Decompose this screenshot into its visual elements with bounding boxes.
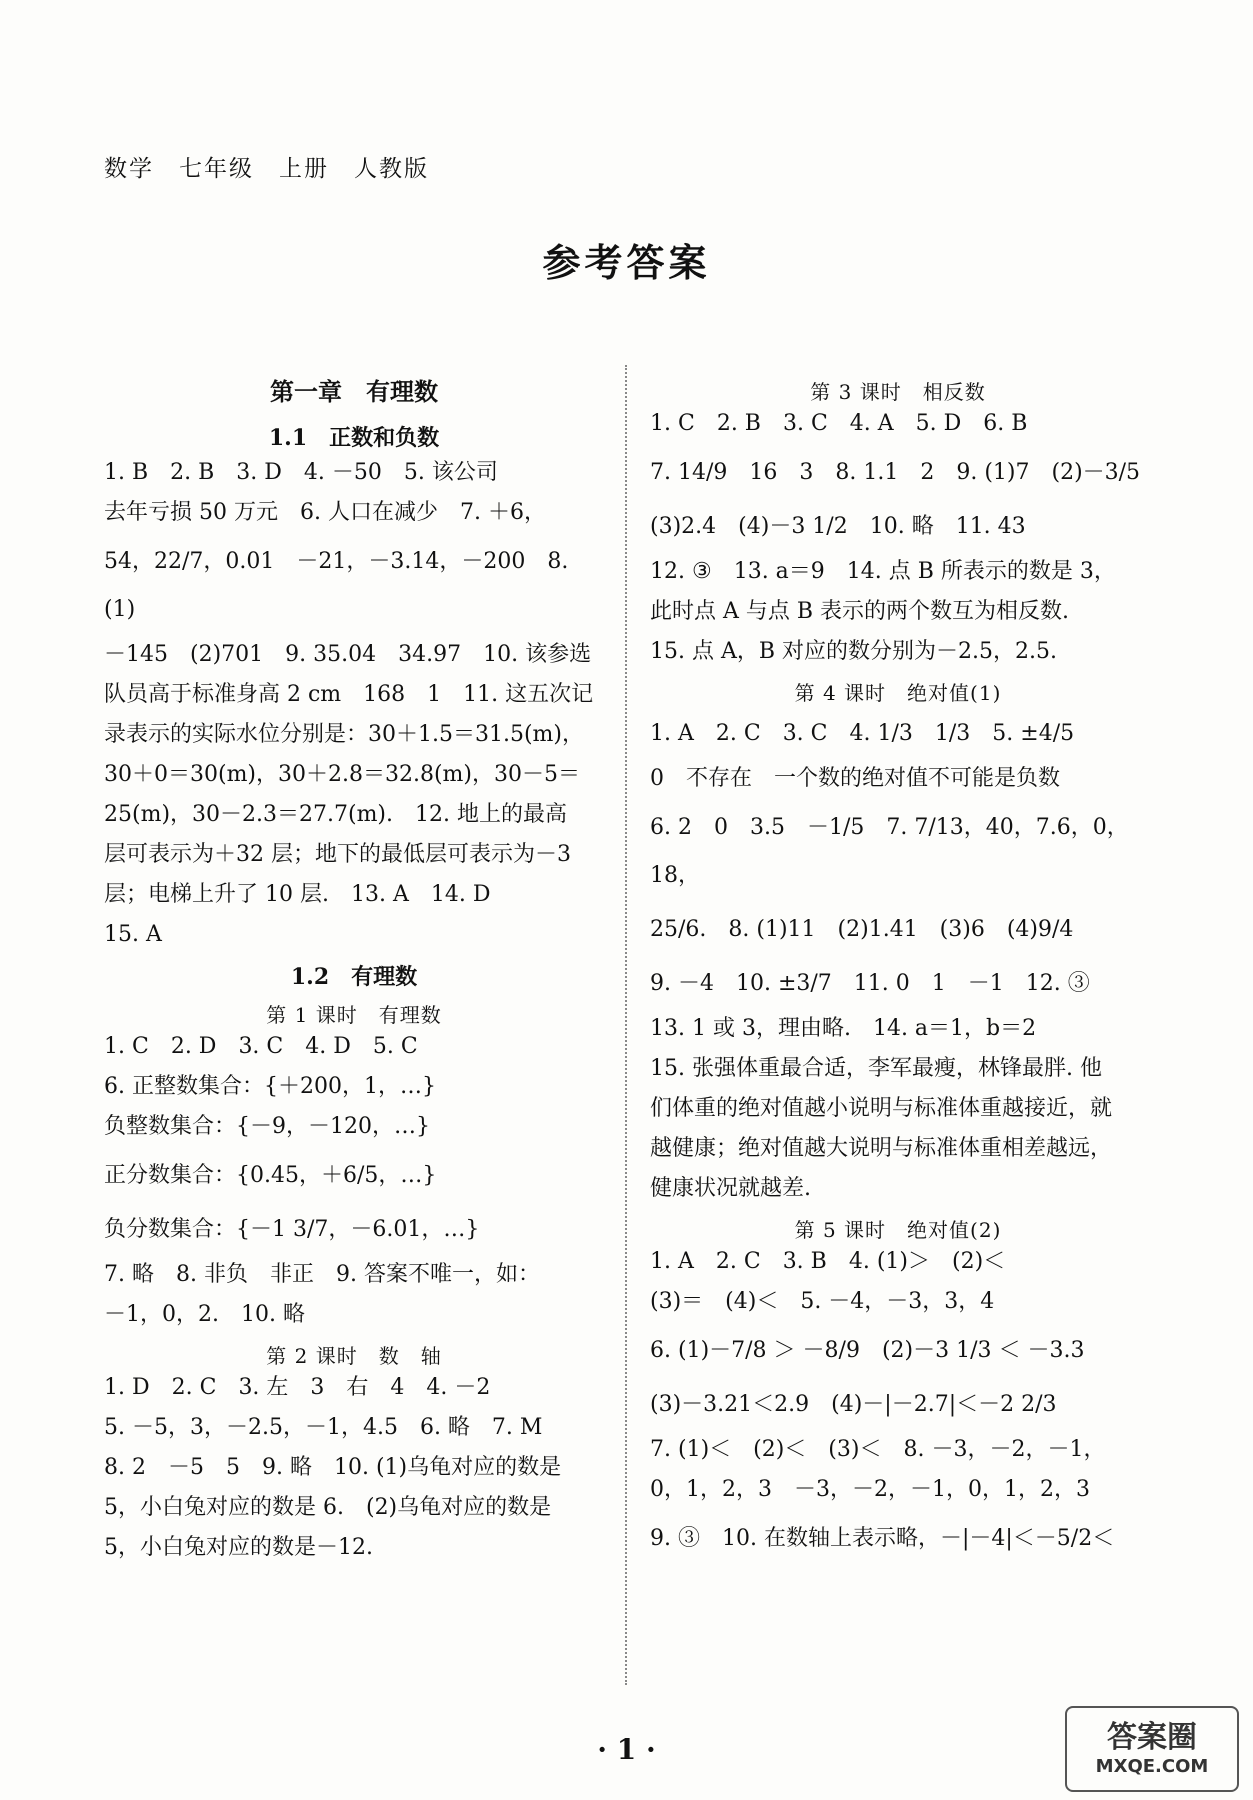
watermark-url: MXQE.COM bbox=[1095, 1756, 1209, 1777]
answer-line: 15. 张强体重最合适，李军最瘦，林锋最胖. 他 bbox=[650, 1056, 1102, 1081]
watermark-logo bbox=[1065, 1706, 1239, 1792]
answer-line: 队员高于标准身高 2 cm 168 1 11. 这五次记 bbox=[104, 682, 594, 707]
answer-line: 7. 略 8. 非负 非正 9. 答案不唯一，如： bbox=[104, 1262, 540, 1287]
watermark-text: 答案圈 bbox=[1107, 1720, 1197, 1755]
answer-line: (3)2.4 (4)－3 1/2 10. 略 11. 43 bbox=[650, 514, 1026, 539]
answer-line: 健康状况就越差. bbox=[650, 1176, 811, 1201]
answer-line: 5. －5，3，－2.5，－1，4.5 6. 略 7. M bbox=[104, 1415, 543, 1440]
answer-line: 去年亏损 50 万元 6. 人口在减少 7. ＋6， bbox=[104, 500, 546, 525]
column-divider bbox=[625, 365, 627, 1685]
answer-line: 1. D 2. C 3. 左 3 右 4 4. －2 bbox=[104, 1375, 491, 1400]
answer-line: 6. 正整数集合：{＋200，1，…} bbox=[104, 1074, 436, 1099]
answer-line: 8. 2 －5 5 9. 略 10. (1)乌龟对应的数是 bbox=[104, 1455, 562, 1480]
answer-line: 0 不存在 一个数的绝对值不可能是负数 bbox=[650, 766, 1060, 791]
answer-line: 9. ③ 10. 在数轴上表示略，－|－4|＜－5/2＜ bbox=[650, 1526, 1115, 1551]
page-title: 参考答案 bbox=[542, 240, 711, 285]
answer-line: 1. A 2. C 3. B 4. (1)＞ (2)＜ bbox=[650, 1249, 1006, 1274]
answer-line: 15. A bbox=[104, 922, 162, 947]
answer-line: 6. (1)－7/8 ＞ －8/9 (2)－3 1/3 ＜ －3.3 bbox=[650, 1338, 1085, 1363]
answer-line: 12. ③ 13. a＝9 14. 点 B 所表示的数是 3， bbox=[650, 559, 1116, 584]
answer-line: 正分数集合：{0.45，＋6/5，…} bbox=[104, 1163, 437, 1188]
answer-line: (3)＝ (4)＜ 5. －4，－3，3，4 bbox=[650, 1289, 995, 1314]
right-column bbox=[650, 368, 1146, 1569]
answer-line: 54，22/7，0.01 －21，－3.14，－200 8. (1) bbox=[104, 549, 576, 622]
answer-line: 13. 1 或 3，理由略. 14. a＝1，b＝2 bbox=[650, 1016, 1037, 1041]
lesson-heading-2: 第 2 课时 数 轴 bbox=[266, 1344, 442, 1368]
lesson-heading-3: 第 3 课时 相反数 bbox=[810, 380, 986, 404]
answer-line: 1. C 2. D 3. C 4. D 5. C bbox=[104, 1034, 418, 1059]
answer-line: 越健康；绝对值越大说明与标准体重相差越远， bbox=[650, 1136, 1113, 1161]
lesson-heading-1: 第 1 课时 有理数 bbox=[266, 1003, 442, 1027]
answer-line: 5，小白兔对应的数是 6. (2)乌龟对应的数是 bbox=[104, 1495, 552, 1520]
answer-line: 7. (1)＜ (2)＜ (3)＜ 8. －3，－2，－1， bbox=[650, 1437, 1106, 1462]
answer-line: 1. B 2. B 3. D 4. －50 5. 该公司 bbox=[104, 460, 498, 485]
section-heading-1-2: 1.2 有理数 bbox=[290, 964, 418, 990]
page-number: · 1 · bbox=[597, 1733, 656, 1766]
chapter-heading: 第一章 有理数 bbox=[270, 377, 438, 406]
answer-line: 5，小白兔对应的数是－12. bbox=[104, 1535, 373, 1560]
answer-line: (3)－3.21＜2.9 (4)－|－2.7|＜－2 2/3 bbox=[650, 1392, 1057, 1417]
answer-line: 此时点 A 与点 B 表示的两个数互为相反数. bbox=[650, 599, 1070, 624]
section-1-1-answers bbox=[104, 458, 604, 950]
answer-line: 7. 14/9 16 3 8. 1.1 2 9. (1)7 (2)－3/5 bbox=[650, 460, 1141, 485]
answer-line: 录表示的实际水位分别是：30＋1.5＝31.5(m)， bbox=[104, 722, 584, 747]
lesson-heading-4: 第 4 课时 绝对值(1) bbox=[794, 681, 1002, 705]
answer-line: 15. 点 A，B 对应的数分别为－2.5，2.5. bbox=[650, 639, 1057, 664]
left-column bbox=[104, 368, 604, 1573]
answer-line: 1. C 2. B 3. C 4. A 5. D 6. B bbox=[650, 411, 1028, 436]
answer-line: 层可表示为＋32 层；地下的最低层可表示为－3 bbox=[104, 842, 571, 867]
book-header: 数学 七年级 上册 人教版 bbox=[104, 156, 429, 182]
answer-line: 0，1，2，3 －3，－2，－1，0，1，2，3 bbox=[650, 1477, 1090, 1502]
lesson-5-answers bbox=[650, 1247, 1146, 1563]
lesson-4-answers bbox=[650, 710, 1146, 1204]
answer-line: 层；电梯上升了 10 层. 13. A 14. D bbox=[104, 882, 491, 907]
answer-line: 6. 2 0 3.5 －1/5 7. 7/13，40，7.6，0，18， bbox=[650, 815, 1129, 888]
answer-line: 1. A 2. C 3. C 4. 1/3 1/3 5. ±4/5 bbox=[650, 721, 1075, 746]
answer-line: 25/6. 8. (1)11 (2)1.41 (3)6 (4)9/4 bbox=[650, 917, 1074, 942]
answer-line: 9. －4 10. ±3/7 11. 0 1 －1 12. ③ bbox=[650, 971, 1090, 996]
lesson-1-answers bbox=[104, 1032, 604, 1330]
answer-line: 负分数集合：{－1 3/7，－6.01，…} bbox=[104, 1217, 480, 1242]
answer-line: 们体重的绝对值越小说明与标准体重越接近，就 bbox=[650, 1096, 1113, 1121]
lesson-heading-5: 第 5 课时 绝对值(2) bbox=[794, 1218, 1002, 1242]
answer-line: －1，0，2. 10. 略 bbox=[104, 1302, 305, 1327]
lesson-3-answers bbox=[650, 409, 1146, 667]
section-heading-1-1: 1.1 正数和负数 bbox=[268, 425, 440, 451]
answer-line: 25(m)，30－2.3＝27.7(m). 12. 地上的最高 bbox=[104, 802, 567, 827]
answer-line: 30＋0＝30(m)，30＋2.8＝32.8(m)，30－5＝ bbox=[104, 762, 580, 787]
lesson-2-answers bbox=[104, 1373, 604, 1563]
answer-line: －145 (2)701 9. 35.04 34.97 10. 该参选 bbox=[104, 642, 592, 667]
answer-line: 负整数集合：{－9，－120，…} bbox=[104, 1114, 430, 1139]
